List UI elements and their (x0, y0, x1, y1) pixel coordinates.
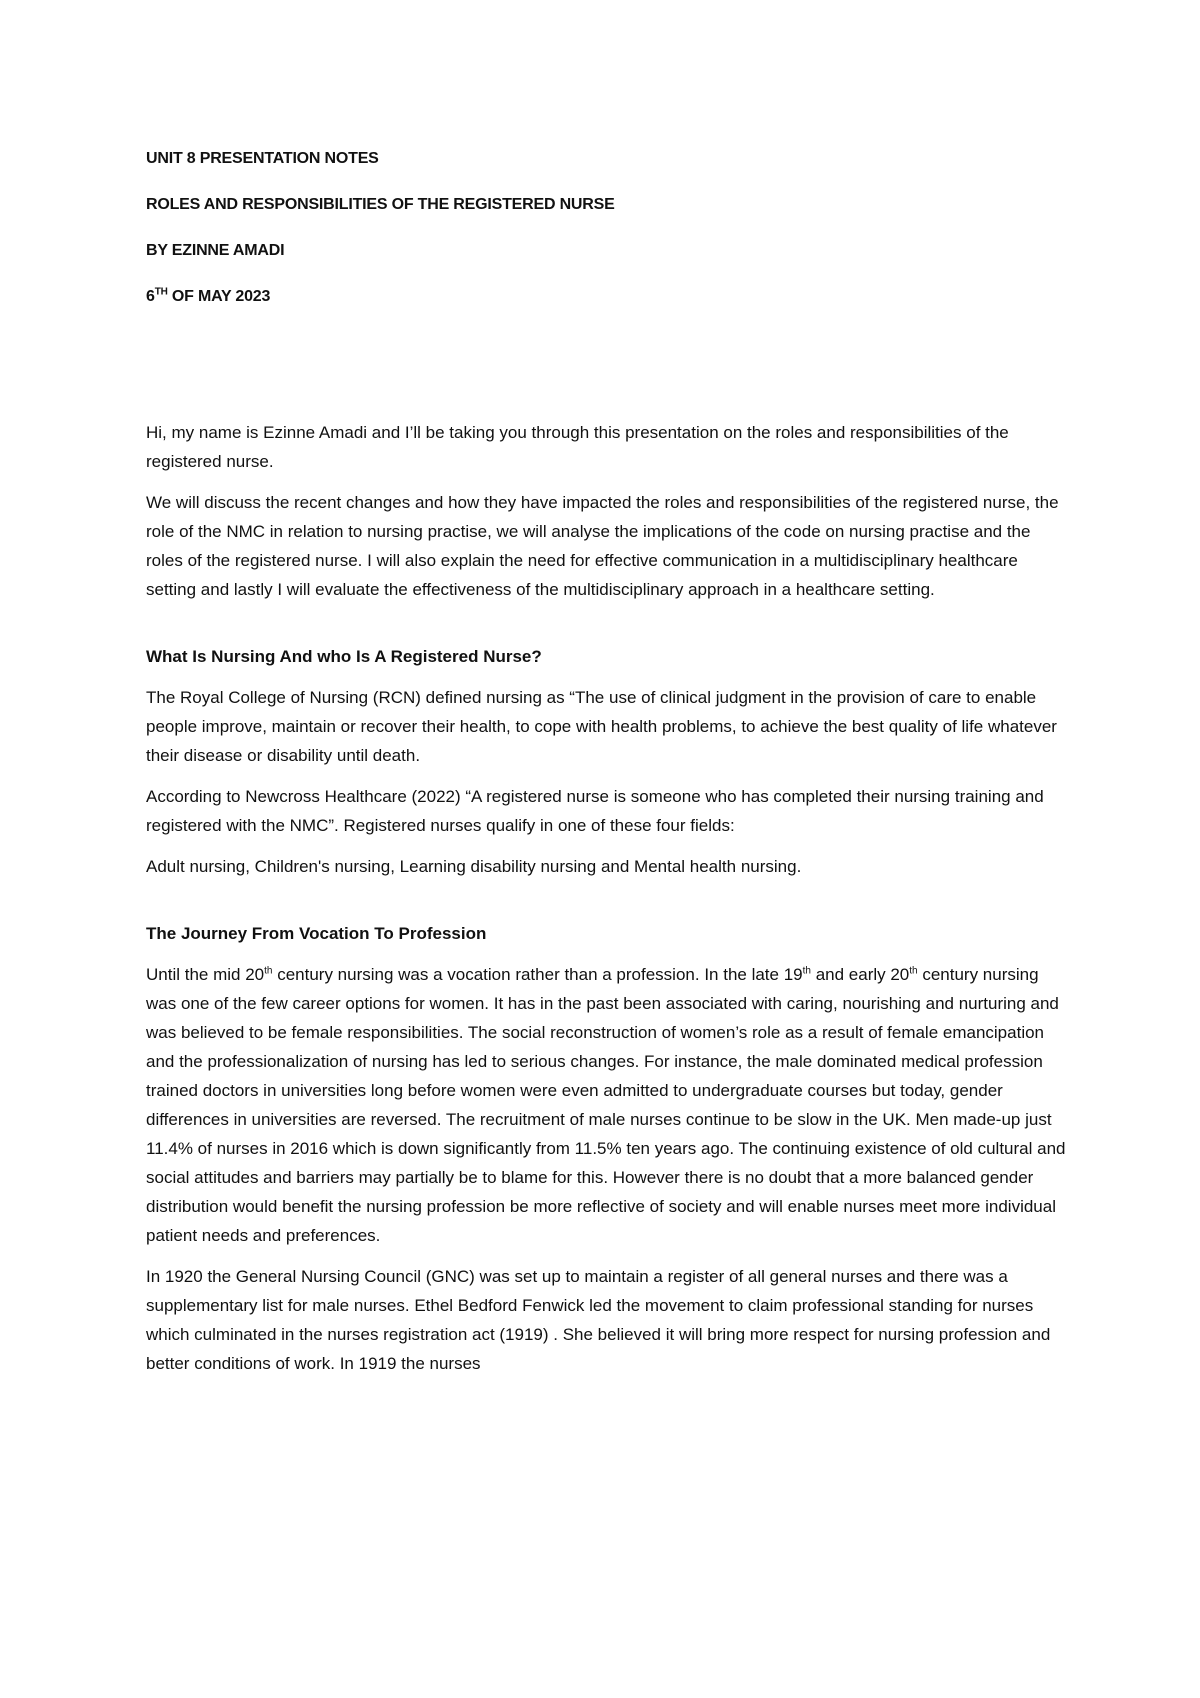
section1-paragraph-1: The Royal College of Nursing (RCN) defined nursing as “The use of clinical judgment in the provision of care to enable people improve, maintain or recover their health, to cope with health problems, to achieve the best quality of life whatever their disease or disability until death. (146, 688, 1057, 765)
superscript: th (802, 965, 811, 977)
superscript: th (264, 965, 273, 977)
section-heading-journey: The Journey From Vocation To Profession (146, 924, 487, 943)
date-line (146, 284, 1066, 310)
date-day: 6 (146, 288, 155, 305)
text-run: century nursing was one of the few career options for women. It has in the past been associated with caring, nourishing and nurturing and was believed to be female responsibilities. The social reconstruction of women’s role as a result of female emancipation and the professionalization of nursing has led to serious changes. For instance, the male dominated medical profession trained doctors in universities long before women were even admitted to undergraduate courses but today, gender differences in universities are reversed. The recruitment of male nurses continue to be slow in the UK. Men made-up just 11.4% of nurses in 2016 which is down significantly from 11.5% ten years ago. The continuing existence of old cultural and social attitudes and barriers may partially be to blame for this. However there is no doubt that a more balanced gender distribution would benefit the nursing profession be more reflective of society and will enable nurses meet more individual patient needs and preferences. (146, 965, 1066, 1245)
text-run: and early 20 (810, 965, 910, 984)
intro-paragraph-2: We will discuss the recent changes and how they have impacted the roles and responsibilities of the registered nurse, the role of the NMC in relation to nursing practise, we will analyse the implications of the code on nursing practise and the roles of the registered nurse. I will also explain the need for effective communication in a multidisciplinary healthcare setting and lastly I will evaluate the effectiveness of the multidisciplinary approach in a healthcare setting. (146, 493, 1059, 599)
date-superscript: TH (154, 286, 168, 298)
section2-paragraph-2: In 1920 the General Nursing Council (GNC) was set up to maintain a register of all general nurses and there was a supplementary list for male nurses. Ethel Bedford Fenwick led the movement to claim professional standing for nurses which culminated in the nurses registration act (1919) . She believed it will bring more respect for nursing profession and better conditions of work. In 1919 the nurses (146, 1267, 1051, 1373)
section-heading-nursing: What Is Nursing And who Is A Registered Nurse? (146, 647, 542, 666)
text-run: century nursing was a vocation rather than a profession. In the late 19 (272, 965, 803, 984)
intro-paragraph-1: Hi, my name is Ezinne Amadi and I’ll be taking you through this presentation on the roles and responsibilities of the registered nurse. (146, 423, 1009, 471)
superscript: th (909, 965, 918, 977)
text-run: Until the mid 20 (146, 965, 265, 984)
section2-paragraph-1 (146, 960, 1066, 1250)
spacer (146, 330, 1066, 418)
title-unit: UNIT 8 PRESENTATION NOTES (146, 150, 379, 167)
title-topic: ROLES AND RESPONSIBILITIES OF THE REGISTERED NURSE (146, 196, 615, 213)
document-body (146, 146, 1066, 1390)
section1-paragraph-3: Adult nursing, Children's nursing, Learning disability nursing and Mental health nursing. (146, 857, 802, 876)
date-rest: OF MAY 2023 (167, 288, 271, 305)
section1-paragraph-2: According to Newcross Healthcare (2022) “A registered nurse is someone who has completed their nursing training and registered with the NMC”. Registered nurses qualify in one of these four fields: (146, 787, 1044, 835)
author-line: BY EZINNE AMADI (146, 242, 285, 259)
